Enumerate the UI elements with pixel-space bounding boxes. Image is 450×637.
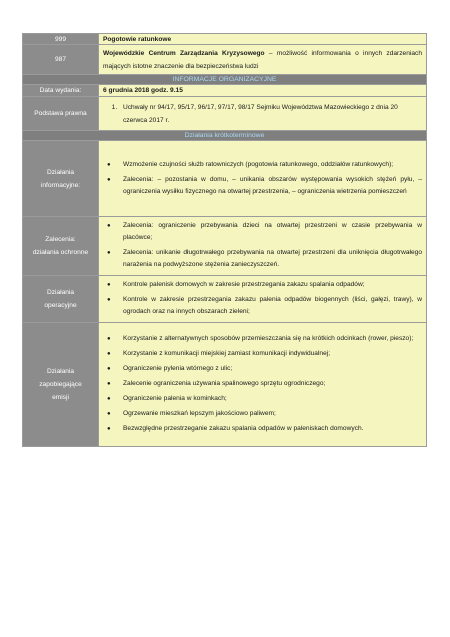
row-issue-date bbox=[23, 85, 427, 97]
list-item-text: Ograniczenie palenia w kominkach; bbox=[123, 395, 227, 402]
bullet-icon: ● bbox=[107, 366, 111, 372]
list-item bbox=[107, 348, 422, 360]
name-cell-999: Pogotowie ratunkowe bbox=[99, 34, 427, 45]
group-items-protective bbox=[99, 217, 427, 276]
list-item bbox=[107, 247, 422, 271]
list-item-text: Ograniczenie pylenia wtórnego z ulic; bbox=[123, 365, 233, 372]
bullet-icon: ● bbox=[107, 351, 111, 357]
legal-basis-label: Podstawa prawna bbox=[23, 97, 99, 131]
bullet-icon: ● bbox=[107, 223, 111, 229]
group-items-operational bbox=[99, 276, 427, 323]
list-item-text: Zalecenia: ograniczenie przebywania dzieci na otwartej przestrzeni w czasie przebywania w placówce; bbox=[123, 222, 422, 241]
bullet-icon: ● bbox=[107, 282, 111, 288]
section-header-org bbox=[23, 75, 427, 85]
bullet-list bbox=[103, 159, 422, 198]
bullet-icon: ● bbox=[107, 161, 111, 168]
group-items-emission bbox=[99, 323, 427, 447]
bullet-list bbox=[103, 333, 422, 435]
list-item bbox=[107, 279, 422, 291]
list-item bbox=[107, 333, 422, 345]
group-label-line: Działania bbox=[46, 289, 75, 296]
group-items-informational bbox=[99, 141, 427, 217]
list-item bbox=[107, 393, 422, 405]
alert-table bbox=[22, 33, 427, 447]
list-item-text: Zalecenia: unikanie długotrwałego przebywania na otwartej przestrzeni dla uniknięcia długotrwałego narażenia na podwyższone stężenia zanieczyszczeń. bbox=[123, 249, 422, 268]
list-item-text: Ogrzewanie mieszkań lepszym jakościowo paliwem; bbox=[123, 410, 276, 417]
list-item-text: Korzystanie z komunikacji miejskiej zamiast komunikacji indywidualnej; bbox=[123, 350, 331, 357]
bullet-icon: ● bbox=[107, 297, 111, 303]
bullet-icon: ● bbox=[107, 426, 111, 432]
bullet-list bbox=[103, 279, 422, 318]
name-cell-987 bbox=[99, 45, 427, 75]
legal-basis-list bbox=[103, 101, 422, 127]
institution-description: – możliwość informowania o innych zdarzeniach mających istotne znaczenie dla bezpieczeństwa ludzi bbox=[103, 49, 422, 70]
group-label-line: Zalecenia: bbox=[45, 236, 76, 243]
group-label-line: emisji bbox=[52, 394, 69, 401]
list-item bbox=[107, 174, 422, 198]
legal-basis-item: 1. Uchwały nr 94/17, 95/17, 96/17, 97/17, 98/17 Sejmiku Województwa Mazowieckiego z dnia 20 czerwca 2017 r. bbox=[119, 101, 422, 127]
group-label-line: działania ochronne bbox=[32, 249, 89, 256]
code-cell-999: 999 bbox=[23, 34, 99, 45]
list-item-text: Bezwzględne przestrzeganie zakazu spalania odpadów w paleniskach domowych. bbox=[123, 425, 364, 432]
group-label-line: operacyjne bbox=[44, 302, 77, 309]
list-item-text: Kontrole w zakresie przestrzegania zakazu palenia odpadów biogennych (liści, gałęzi, trawy), w ogrodach oraz na innych obszarach zieleni; bbox=[123, 296, 422, 315]
code-cell-987: 987 bbox=[23, 45, 99, 75]
list-item bbox=[107, 159, 422, 171]
legal-basis-cell bbox=[99, 97, 427, 131]
group-label-line: zapobiegające bbox=[39, 381, 82, 388]
institution-name: Wojewódzkie Centrum Zarządzania Kryzysowego bbox=[103, 49, 265, 57]
bullet-icon: ● bbox=[107, 250, 111, 256]
group-row-protective bbox=[23, 217, 427, 276]
bullet-icon: ● bbox=[107, 381, 111, 387]
bullet-list bbox=[103, 220, 422, 271]
group-row-informational bbox=[23, 141, 427, 217]
list-item bbox=[107, 294, 422, 318]
section-title-short-term: Działania krótkoterminowe bbox=[23, 131, 427, 141]
list-item bbox=[107, 423, 422, 435]
group-label-line: Działania bbox=[46, 368, 75, 375]
row-legal-basis bbox=[23, 97, 427, 131]
issue-date-value: 6 grudnia 2018 godz. 9.15 bbox=[99, 85, 427, 97]
group-label-line: Działania bbox=[46, 168, 75, 176]
list-item-text: Zalecenia: – pozostania w domu, – unikania obszarów występowania wysokich stężeń pyłu, – ograniczenia wysiłku fizycznego na otwartej przestrzenia, – ograniczenia wietrzenia pomieszczeń bbox=[123, 175, 422, 195]
group-label-informational bbox=[23, 141, 99, 217]
section-title-org: INFORMACJE ORGANIZACYJNE bbox=[23, 75, 427, 85]
list-item bbox=[107, 408, 422, 420]
bullet-icon: ● bbox=[107, 176, 111, 183]
bullet-icon: ● bbox=[107, 411, 111, 417]
list-item-text: Wzmożenie czujności służb ratowniczych (pogotowia ratunkowego, oddziałów ratunkowych); bbox=[123, 160, 394, 168]
list-item bbox=[107, 378, 422, 390]
issue-date-label: Data wydania: bbox=[23, 85, 99, 97]
bullet-icon: ● bbox=[107, 396, 111, 402]
group-label-line: informacyjne: bbox=[40, 181, 81, 189]
row-999 bbox=[23, 34, 427, 45]
group-label-operational bbox=[23, 276, 99, 323]
list-item bbox=[107, 220, 422, 244]
section-header-short-term bbox=[23, 131, 427, 141]
list-item-text: Zalecenie ograniczenia używania spalinowego sprzętu ogrodniczego; bbox=[123, 380, 326, 387]
group-row-emission bbox=[23, 323, 427, 447]
row-987 bbox=[23, 45, 427, 75]
group-label-emission bbox=[23, 323, 99, 447]
list-item-text: Kontrole palenisk domowych w zakresie przestrzegania zakazu spalania odpadów; bbox=[123, 281, 365, 288]
list-item-text: Korzystanie z alternatywnych sposobów przemieszczania się na krótkich odcinkach (rower, pieszo); bbox=[123, 335, 414, 342]
group-label-protective bbox=[23, 217, 99, 276]
list-item bbox=[107, 363, 422, 375]
group-row-operational bbox=[23, 276, 427, 323]
bullet-icon: ● bbox=[107, 336, 111, 342]
